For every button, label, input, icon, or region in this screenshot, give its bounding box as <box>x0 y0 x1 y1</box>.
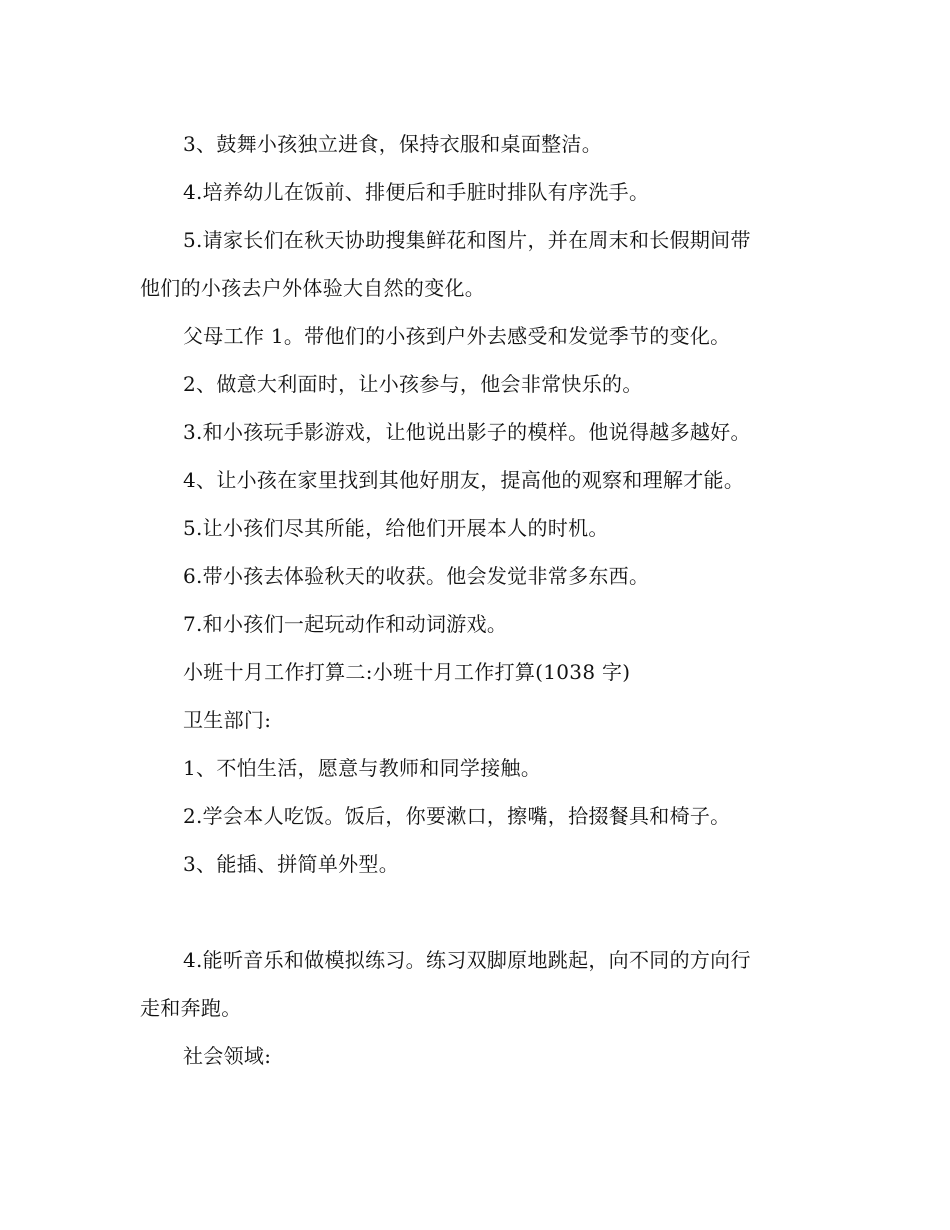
paragraph-line: 7.和小孩们一起玩动作和动词游戏。 <box>183 612 508 636</box>
paragraph-line: 3.和小孩玩手影游戏，让他说出影子的模样。他说得越多越好。 <box>183 420 751 444</box>
paragraph-line: 走和奔跑。 <box>140 996 242 1020</box>
paragraph-line: 5.让小孩们尽其所能，给他们开展本人的时机。 <box>183 516 609 540</box>
section-heading: 社会领域: <box>183 1044 272 1068</box>
paragraph-line: 2.学会本人吃饭。饭后，你要漱口，擦嘴，拾掇餐具和椅子。 <box>183 804 731 828</box>
paragraph-line: 父母工作 1。带他们的小孩到户外去感受和发觉季节的变化。 <box>183 324 731 348</box>
paragraph-line: 2、做意大利面时，让小孩参与，他会非常快乐的。 <box>183 372 643 396</box>
paragraph-line: 4、让小孩在家里找到其他好朋友，提高他的观察和理解才能。 <box>183 468 745 492</box>
paragraph-line: 他们的小孩去户外体验大自然的变化。 <box>140 276 486 300</box>
section-heading: 小班十月工作打算二:小班十月工作打算(1038 字) <box>183 660 631 684</box>
paragraph-line: 4.能听音乐和做模拟练习。练习双脚原地跳起，向不同的方向行 <box>183 948 751 972</box>
paragraph-line: 3、鼓舞小孩独立进食，保持衣服和桌面整洁。 <box>183 132 603 156</box>
paragraph-line: 1、不怕生活，愿意与教师和同学接触。 <box>183 756 542 780</box>
section-heading: 卫生部门: <box>183 708 272 732</box>
paragraph-line: 6.带小孩去体验秋天的收获。他会发觉非常多东西。 <box>183 564 650 588</box>
paragraph-line: 3、能插、拼简单外型。 <box>183 852 400 876</box>
paragraph-line: 4.培养幼儿在饭前、排便后和手脏时排队有序洗手。 <box>183 180 650 204</box>
paragraph-line: 5.请家长们在秋天协助搜集鲜花和图片，并在周末和长假期间带 <box>183 228 751 252</box>
